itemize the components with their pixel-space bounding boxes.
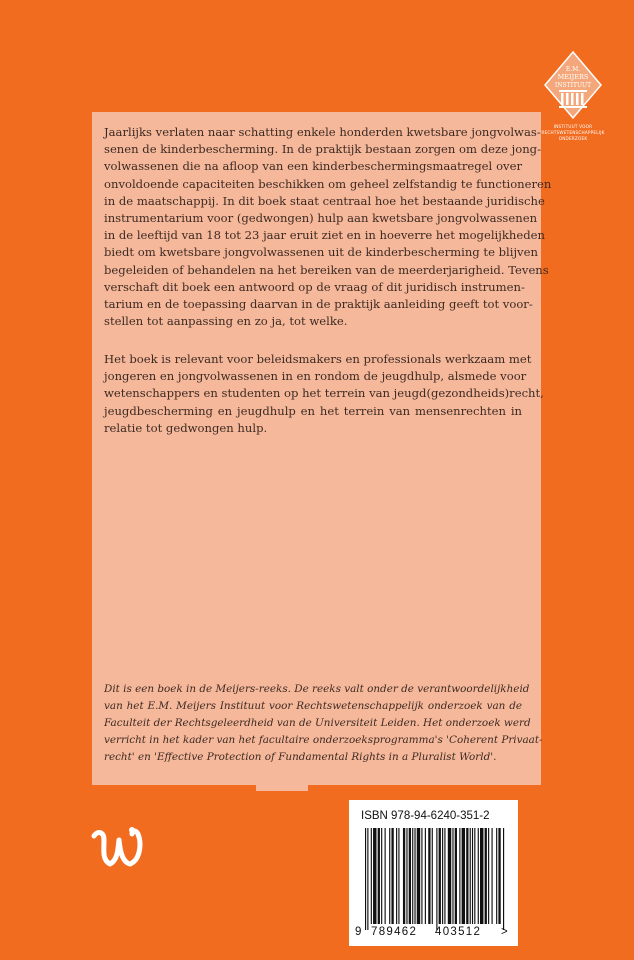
text-line: tarium en de toepassing daarvan in de praktijk aanleiding geeft tot voor- [104, 297, 533, 312]
isbn-label: ISBN 978-94-6240-351-2 [361, 810, 490, 822]
text-line: jeugdbescherming en jeugdhulp en het terrein van mensenrechten in [104, 403, 522, 418]
publisher-w-icon [88, 818, 150, 880]
panel-tab-decoration [256, 785, 308, 791]
logo-caption [532, 124, 614, 142]
barcode-bar [398, 828, 399, 924]
barcode-bar [488, 828, 489, 924]
note-line: recht' en 'Effective Protection of Fundamental Rights in a Pluralist World'. [104, 751, 497, 763]
barcode-bars [349, 800, 518, 946]
barcode-bar [485, 828, 487, 924]
barcode-bar [391, 828, 393, 924]
barcode-bar [503, 828, 504, 930]
barcode-bar [385, 828, 386, 924]
meijers-institute-logo [532, 50, 614, 142]
text-line: senen de kinderbescherming. In de praktijk bestaan zorgen om deze jong- [104, 142, 542, 157]
barcode-bar [425, 828, 426, 924]
barcode-bar [462, 828, 465, 924]
isbn-barcode [349, 800, 518, 946]
barcode-bar [381, 828, 382, 924]
barcode-bar [412, 828, 413, 924]
note-line: verricht in het kader van het facultaire onderzoeksprogramma's 'Coherent Privaat- [104, 734, 543, 746]
barcode-bar [436, 828, 437, 930]
text-line: verschaft dit boek een antwoord op de vraag of dit juridisch instrumen- [104, 279, 525, 294]
barcode-bar [470, 828, 471, 924]
text-line: in de leeftijd van 18 tot 23 jaar eruit ziet en in hoeverre het mogelijkheden [104, 228, 545, 243]
logo-line-3: INSTITUUT [554, 82, 592, 89]
barcode-bar [409, 828, 411, 924]
note-line: van het E.M. Meijers Instituut voor Rechtswetenschappelijk onderzoek van de [104, 700, 522, 712]
text-line: relatie tot gedwongen hulp. [104, 420, 268, 435]
barcode-bar [367, 828, 368, 930]
text-line: Jaarlijks verlaten naar schatting enkele honderden kwetsbare jongvolwas- [104, 125, 541, 139]
barcode-bar [417, 828, 420, 924]
series-note [104, 681, 543, 766]
text-line: jongeren en jongvolwassenen in en rondom de jeugdhulp, alsmede voor [104, 369, 527, 384]
logo-caption-line: INSTITUUT VOOR [553, 124, 593, 129]
text-line: Het boek is relevant voor beleidsmakers en professionals werkzaam met [104, 352, 532, 366]
description-paragraph-2 [104, 351, 544, 437]
barcode-bar [432, 828, 433, 924]
barcode-bar [474, 828, 475, 924]
text-line: in de maatschappij. In dit boek staat centraal hoe het bestaande juridische [104, 193, 545, 208]
text-line: stellen tot aanpassing en zo ja, tot welke. [104, 314, 348, 329]
text-line: biedt om kwetsbare jongvolwassenen uit de kinderbescherming te blijven [104, 245, 538, 260]
text-line: wetenschappers en studenten op het terrein van jeugd(gezondheids)recht, [104, 386, 544, 401]
text-line: volwassenen die na afloop van een kinderbeschermingsmaatregel over [104, 159, 522, 174]
barcode-bar [448, 828, 451, 924]
barcode-digits-left: 789462 [371, 926, 418, 938]
barcode-marker: > [501, 926, 508, 938]
barcode-bar [498, 828, 500, 924]
barcode-bar [421, 828, 422, 924]
barcode-bar [472, 828, 473, 924]
barcode-bar [439, 828, 441, 924]
meijers-logo-diamond-icon [543, 50, 603, 120]
logo-line-2: MEIJERS [557, 73, 589, 81]
text-line: begeleiden of behandelen na het bereiken van de meerderjarigheid. Tevens [104, 262, 549, 277]
barcode-bar [444, 828, 445, 924]
barcode-bar [371, 828, 372, 924]
description-paragraph-1 [104, 124, 552, 330]
barcode-bar [403, 828, 405, 924]
barcode-bar [492, 828, 493, 924]
barcode-bar [428, 828, 430, 924]
barcode-bar [373, 828, 376, 924]
barcode-digits-right: 403512 [435, 926, 482, 938]
note-line: Faculteit der Rechtsgeleerdheid van de Universiteit Leiden. Het onderzoek werd [104, 717, 531, 729]
barcode-bar [480, 828, 483, 924]
barcode-bar [365, 828, 366, 930]
text-line: instrumentarium voor (gedwongen) hulp aan kwetsbare jongvolwassenen [104, 211, 538, 226]
barcode-digit-first: 9 [355, 926, 362, 938]
publisher-logo [88, 818, 150, 884]
logo-caption-line: RECHTSWETENSCHAPPELIJK [541, 130, 605, 135]
barcode-bar [378, 828, 380, 924]
barcode-bar [478, 828, 479, 924]
barcode-bar [442, 828, 443, 924]
logo-line-1: E.M. [565, 66, 581, 73]
note-line: Dit is een boek in de Meijers-reeks. De reeks valt onder de verantwoordelijkheid [104, 683, 530, 695]
barcode-bar [455, 828, 457, 924]
barcode-bar [496, 828, 497, 924]
barcode-bar [459, 828, 460, 924]
barcode-bar [389, 828, 390, 924]
barcode-bar [406, 828, 407, 924]
text-line: onvoldoende capaciteiten beschikken om geheel zelfstandig te functioneren [104, 176, 552, 191]
barcode-bar [414, 828, 415, 924]
barcode-bar [452, 828, 453, 924]
barcode-bar [396, 828, 397, 924]
logo-caption-line: ONDERZOEK [558, 136, 588, 141]
barcode-bar [466, 828, 468, 924]
